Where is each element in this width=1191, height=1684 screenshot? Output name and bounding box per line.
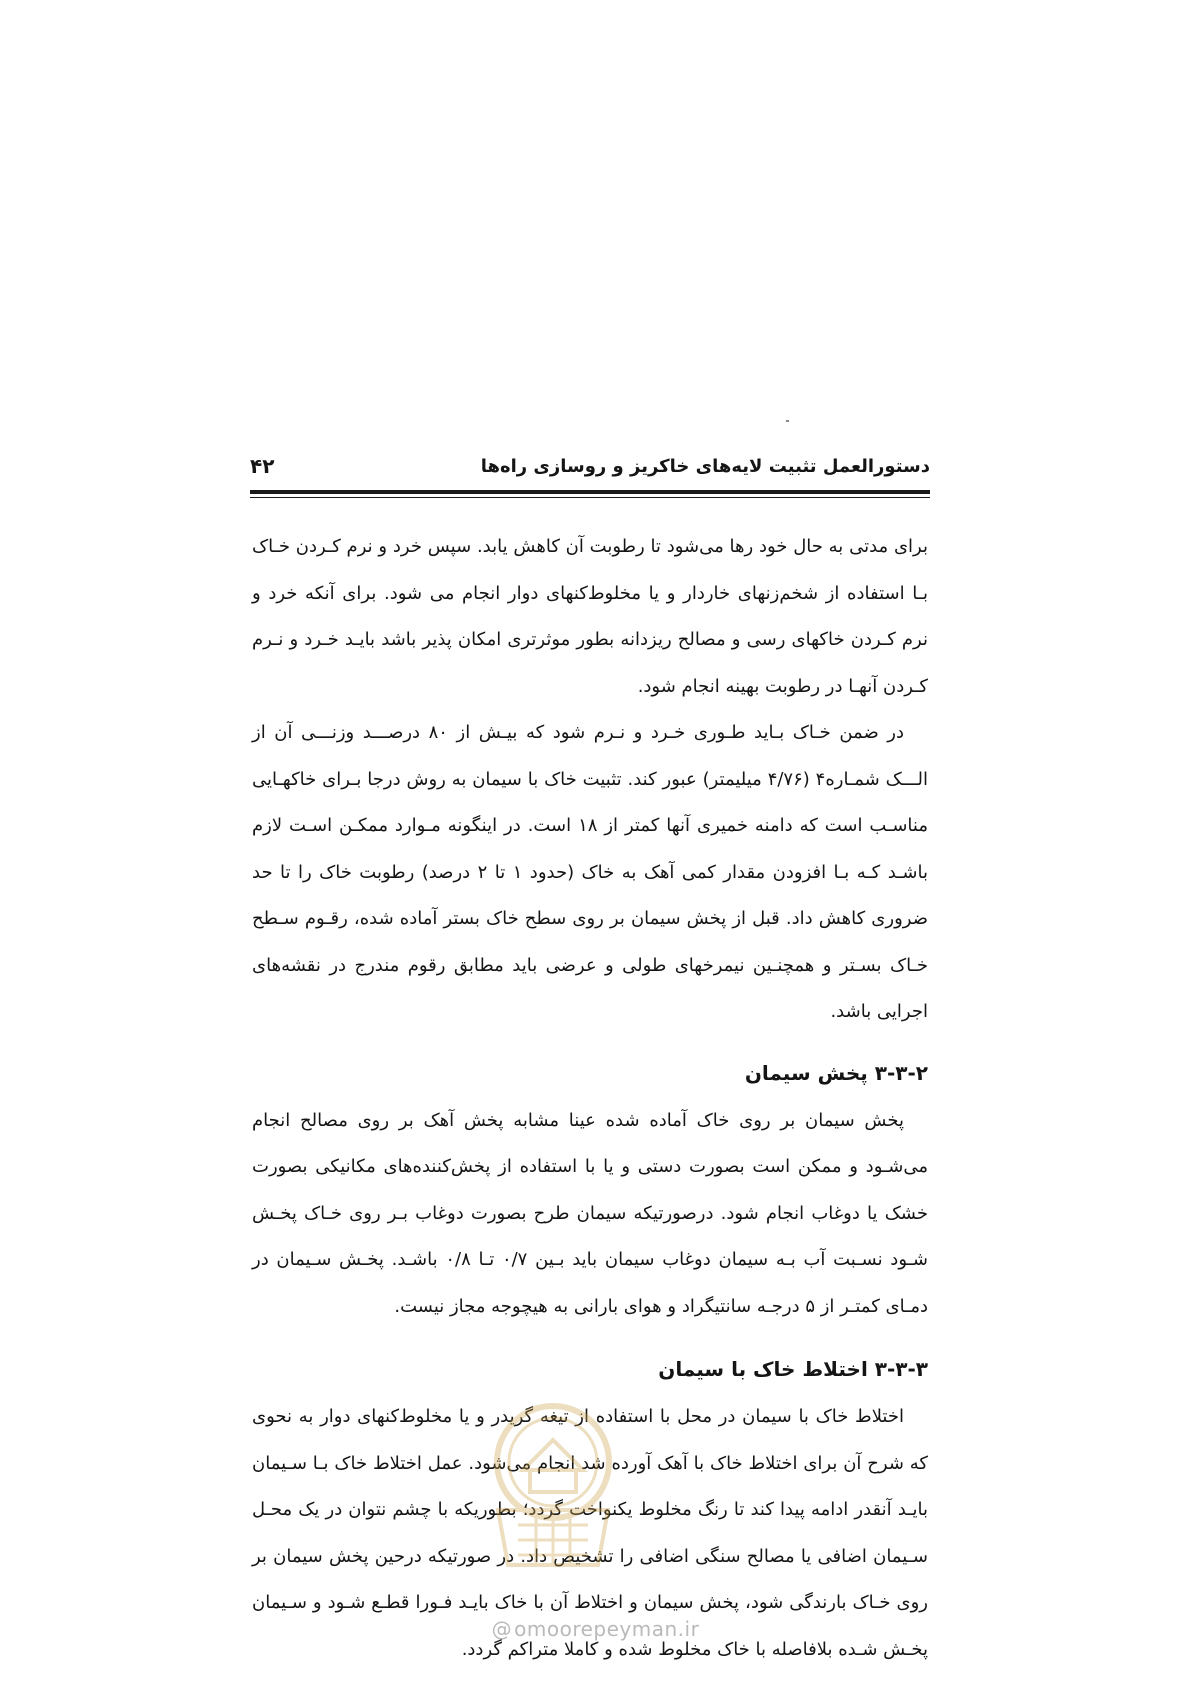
section-heading-soil-cement-mixing: ۳-۳-۳ اختلاط خاک با سیمان bbox=[658, 1357, 928, 1381]
running-header-title: دستورالعمل تثبیت لایه‌های خاکریز و روسازی راه‌ها bbox=[480, 456, 930, 477]
header-rule-thin bbox=[250, 497, 930, 498]
page-number: ۴۲ bbox=[250, 454, 275, 478]
footer-website bbox=[0, 1617, 1191, 1641]
body-paragraph-cement-spreading: پخش سیمان بر روی خاک آماده شده عینا مشابه پخش آهک بر روی مصالح انجام می‌شـود و ممکن است بصورت دستی و یا با استفاده از پخش‌کننده‌های مکانیکی بصورت خشک یا دوغاب انجام شود. درصورتیکه سیمان طرح بصورت دوغاب بـر روی خـاک پخـش شـود نسـبت آب بـه سیمان دوغاب سیمان باید بـین ۰/۷ تـا ۰/۸ باشـد. پخـش سـیمان در دمـای کمتـر از ۵ درجـه سانتیگراد و هوای بارانی به هیچوجه مجاز نیست. bbox=[252, 1109, 928, 1317]
seal-watermark-icon bbox=[478, 1400, 628, 1570]
body-paragraph-soil-cement-mixing: اختلاط خاک با سیمان در محل با استفاده از تیغه گریدر و یا مخلوط‌کنهای دوار به نحوی که شرح آن برای اختلاط خاک با آهک آورده شد انجام می‌شود. عمل اختلاط خاک بـا سـیمان بایـد آنقدر ادامه پیدا کند تا رنگ مخلوط یکنواخت گردد؛ بطوریکه با چشم نتوان در یک محـل سـیمان اضافی یا مصالح سنگی اضافی را تشخیص داد. در صورتیکه درحین پخش سیمان بر روی خـاک بارندگی شود، پخش سیمان و اختلاط آن با خاک بایـد فـورا قطـع شـود و سـیمان پخـش شـده بلافاصله با خاک مخلوط شده و کاملا متراکم گردد. bbox=[252, 1406, 928, 1660]
body-paragraph-2: در ضمن خـاک بـاید طـوری خـرد و نـرم شود که بیـش از ۸۰ درصـــد وزنـــی آن از الـــک شمـاره۴ (۴/۷۶ میلیمتر) عبور کند. تثبیت خاک با سیمان به روش درجا بـرای خاکهـایی مناسـب است که دامنه خمیری آنها کمتر از ۱۸ است. در اینگونه مـوارد ممکـن اسـت لازم باشـد کـه بـا افزودن مقدار کمی آهک به خاک (حدود ۱ تا ۲ درصد) رطوبت خاک را تا حد ضروری کاهش داد. قبل از پخش سیمان بر روی سطح خاک بستر آماده شده، رقـوم سـطح خـاک بسـتر و همچنـین نیمرخهای طولی و عرضی باید مطابق رقوم مندرج در نقشه‌های اجرایی باشد. bbox=[252, 722, 928, 1022]
running-header bbox=[250, 448, 930, 488]
footer-website-text: omoorepeyman.ir bbox=[514, 1617, 700, 1641]
section-heading-cement-spreading: ۳-۳-۲ پخش سیمان bbox=[744, 1060, 928, 1085]
scan-speck bbox=[786, 420, 789, 422]
body-paragraph-1: برای مدتی به حال خود رها می‌شود تا رطوبت آن کاهش یابد. سپس خرد و نرم کـردن خـاک بـا استفاده از شخم‌زنهای خاردار و یا مخلوط‌کنهای دوار انجام می شود. برای آنکه خرد و نرم کـردن خاکهای رسی و مصالح ریزدانه بطور موثرتری امکان پذیر باشد بایـد خـرد و نـرم کـردن آنهـا در رطوبت بهینه انجام شود. bbox=[252, 536, 928, 697]
header-rule-thick bbox=[250, 490, 930, 494]
at-sign-icon: @ bbox=[491, 1617, 513, 1641]
